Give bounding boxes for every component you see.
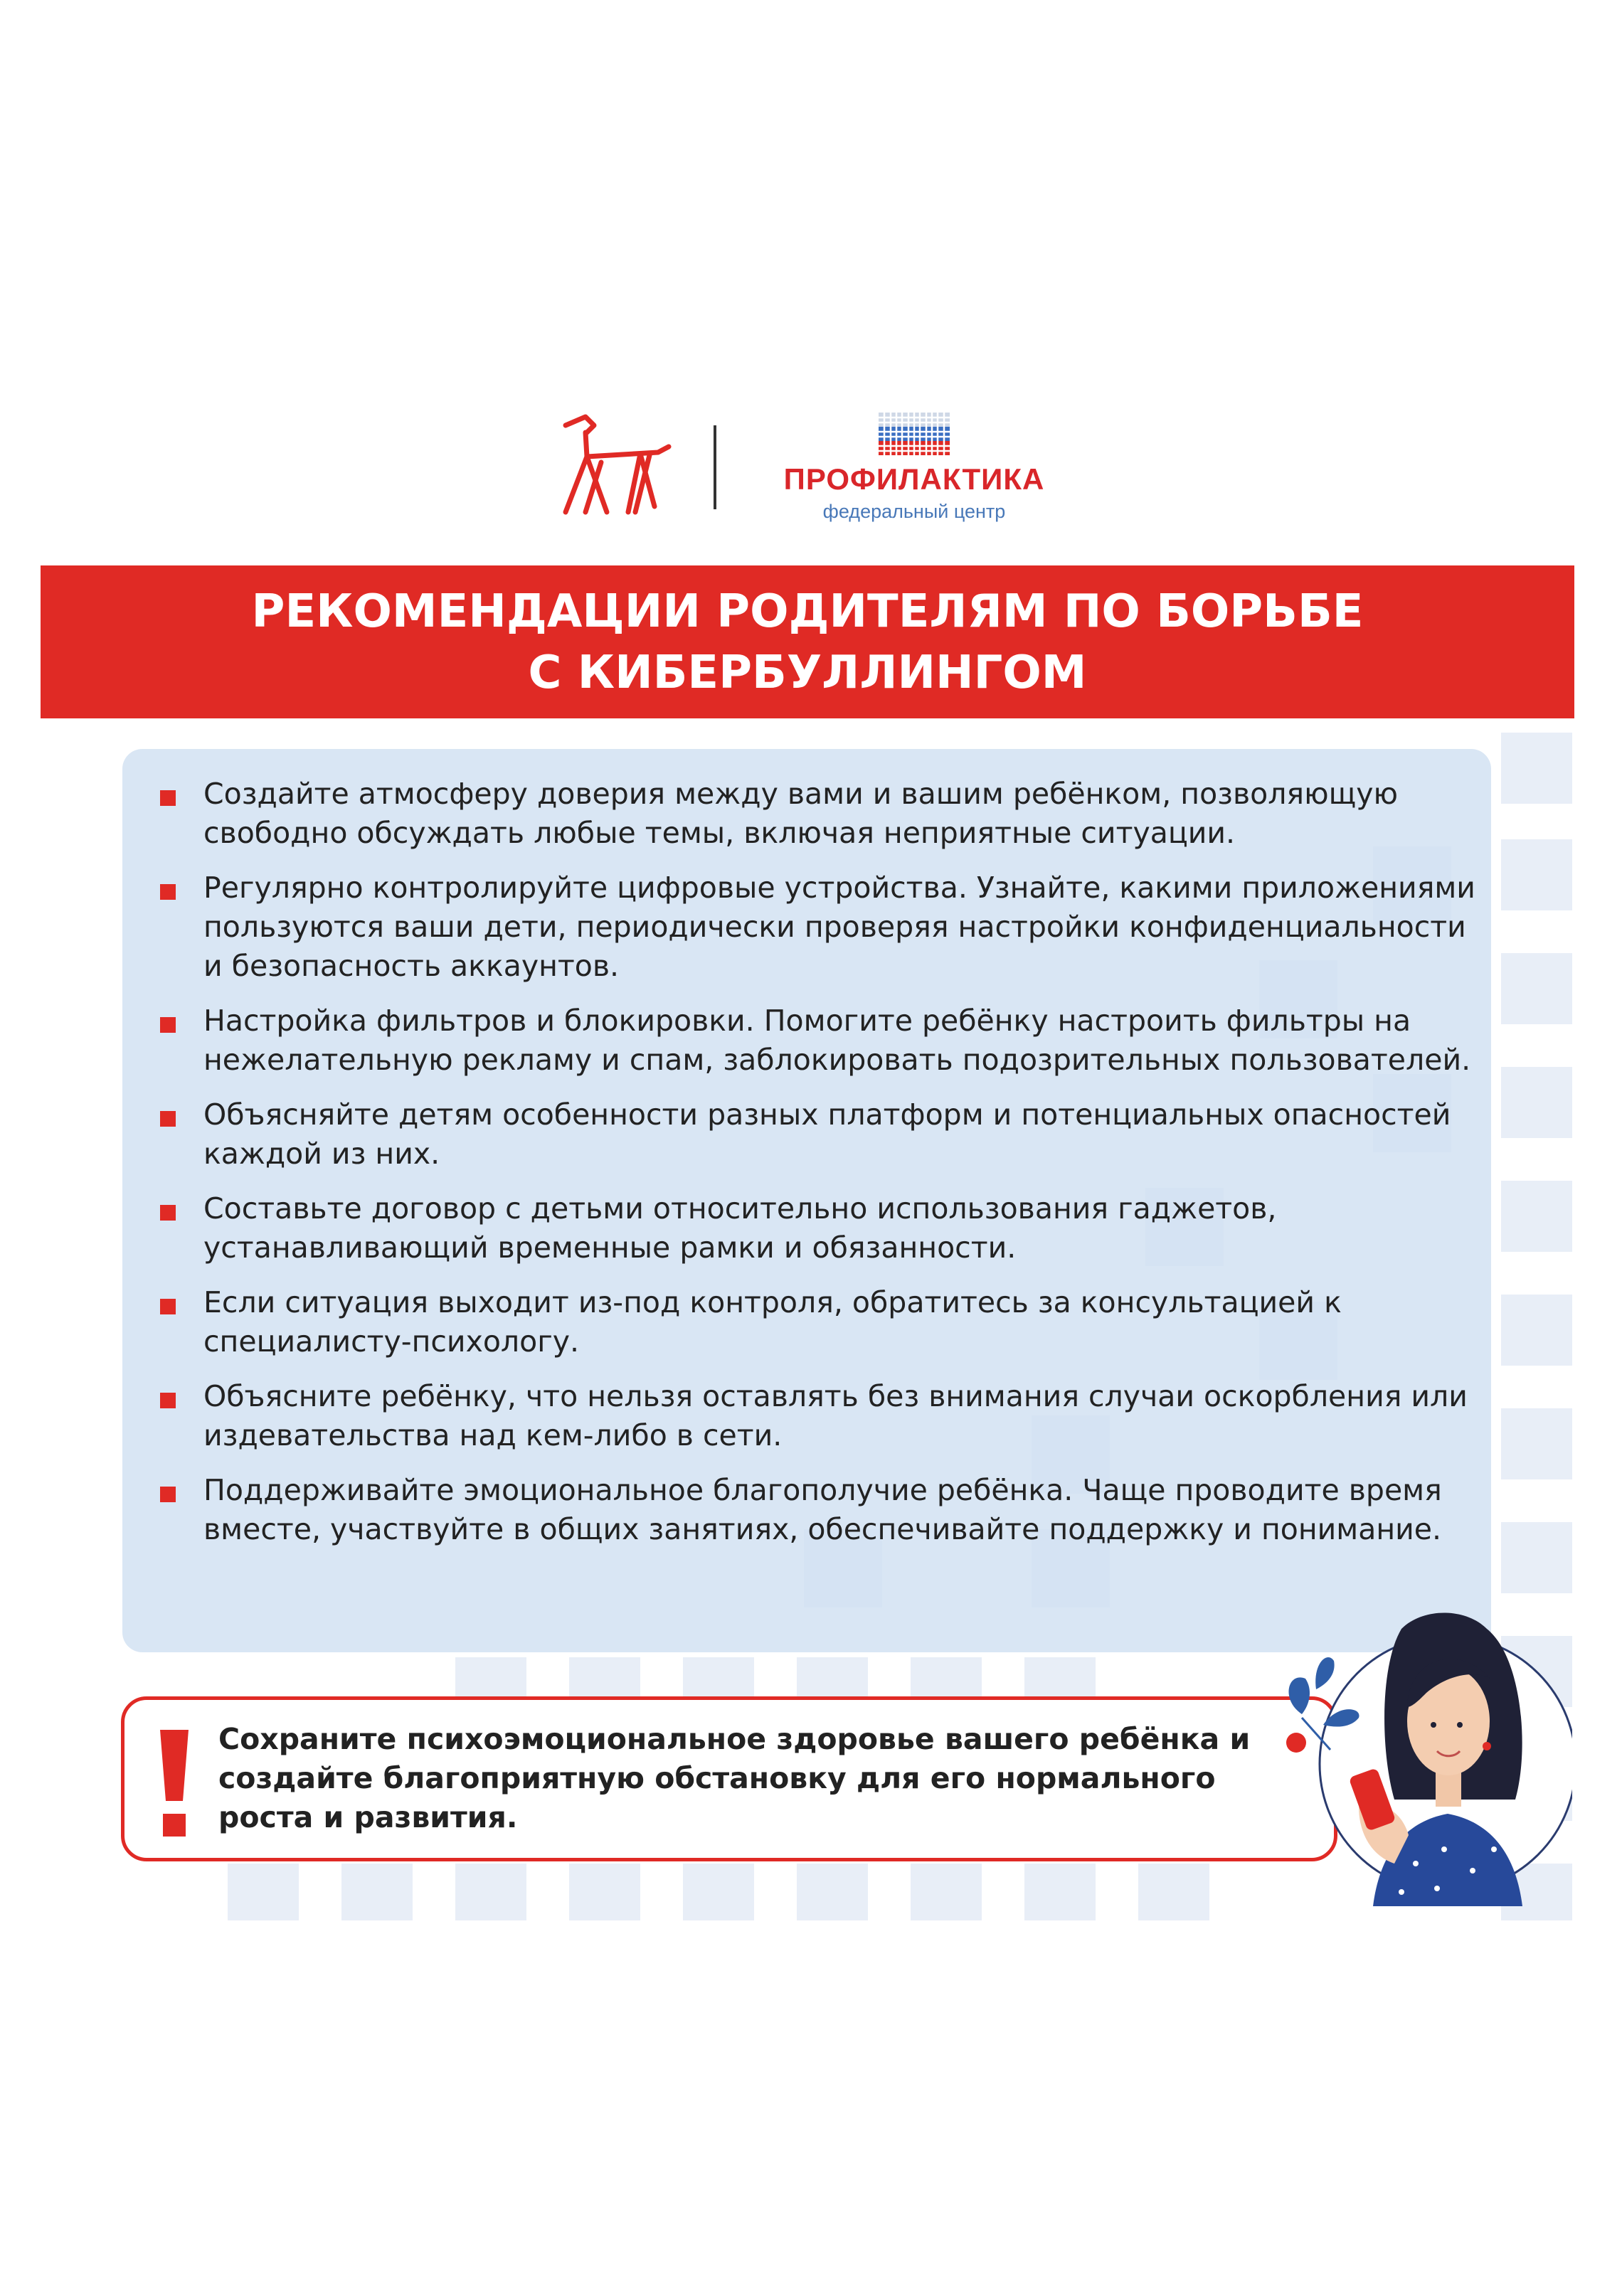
list-item-text: Регулярно контролируйте цифровые устройства. Узнайте, какими приложениями пользуются ваши дети, периодически проверяя настройки конфиденциальности и безопасность аккаунтов.: [203, 871, 1475, 983]
list-item-text: Составьте договор с детьми относительно использования гаджетов, устанавливающий временные рамки и обязанности.: [203, 1191, 1277, 1265]
red-square-bullet-icon: [160, 1017, 176, 1033]
recommendations-list: [122, 775, 1491, 1565]
list-item-text: Поддерживайте эмоциональное благополучие ребёнка. Чаще проводите время вместе, участвуйте в общих занятиях, обеспечивайте поддержку и понимание.: [203, 1473, 1442, 1546]
list-item: [122, 1189, 1491, 1267]
list-item-text: Создайте атмосферу доверия между вами и вашим ребёнком, позволяющую свободно обсуждать любые темы, включая неприятные ситуации.: [203, 777, 1398, 850]
profilaktika-flag-grid-icon: [879, 413, 950, 455]
page-title-line-2: С КИБЕРБУЛЛИНГОМ: [528, 646, 1087, 699]
red-square-bullet-icon: [160, 1393, 176, 1408]
list-item: [122, 1001, 1491, 1080]
list-item-text: Если ситуация выходит из-под контроля, обратитесь за консультацией к специалисту-психологу.: [203, 1285, 1342, 1359]
list-item: [122, 1377, 1491, 1455]
page-title-line-1: РЕКОМЕНДАЦИИ РОДИТЕЛЯМ ПО БОРЬБЕ: [251, 585, 1364, 638]
logo-divider: [714, 425, 716, 509]
red-square-bullet-icon: [160, 1487, 176, 1502]
list-item-text: Объясняйте детям особенности разных платформ и потенциальных опасностей каждой из них.: [203, 1097, 1451, 1171]
callout-text: Сохраните психоэмоциональное здоровье вашего ребёнка и создайте благоприятную обстановку для его нормального роста и развития.: [218, 1722, 1251, 1834]
list-item: [122, 775, 1491, 853]
org-name: ПРОФИЛАКТИКА: [783, 462, 1045, 496]
list-item: [122, 1095, 1491, 1174]
red-square-bullet-icon: [160, 1111, 176, 1127]
red-square-bullet-icon: [160, 790, 176, 806]
red-square-bullet-icon: [160, 884, 176, 900]
list-item: [122, 868, 1491, 986]
woman-with-phone-illustration: [1273, 1565, 1572, 1906]
list-item-text: Настройка фильтров и блокировки. Помогите ребёнку настроить фильтры на нежелательную рекламу и спам, заблокировать подозрительных пользователей.: [203, 1004, 1471, 1077]
list-item: [122, 1283, 1491, 1361]
org-subtitle: федеральный центр: [822, 501, 1006, 522]
callout-box: [121, 1696, 1337, 1861]
list-item-text: Объясните ребёнку, что нельзя оставлять без внимания случаи оскорбления или издевательства над кем-либо в сети.: [203, 1379, 1468, 1452]
recommendations-card: [122, 749, 1491, 1652]
list-item: [122, 1471, 1491, 1549]
header-logos: [0, 413, 1622, 526]
exclamation-icon: [160, 1730, 189, 1837]
horse-logo-icon: [551, 413, 672, 519]
red-square-bullet-icon: [160, 1205, 176, 1221]
red-square-bullet-icon: [160, 1299, 176, 1314]
title-banner: [41, 565, 1574, 718]
